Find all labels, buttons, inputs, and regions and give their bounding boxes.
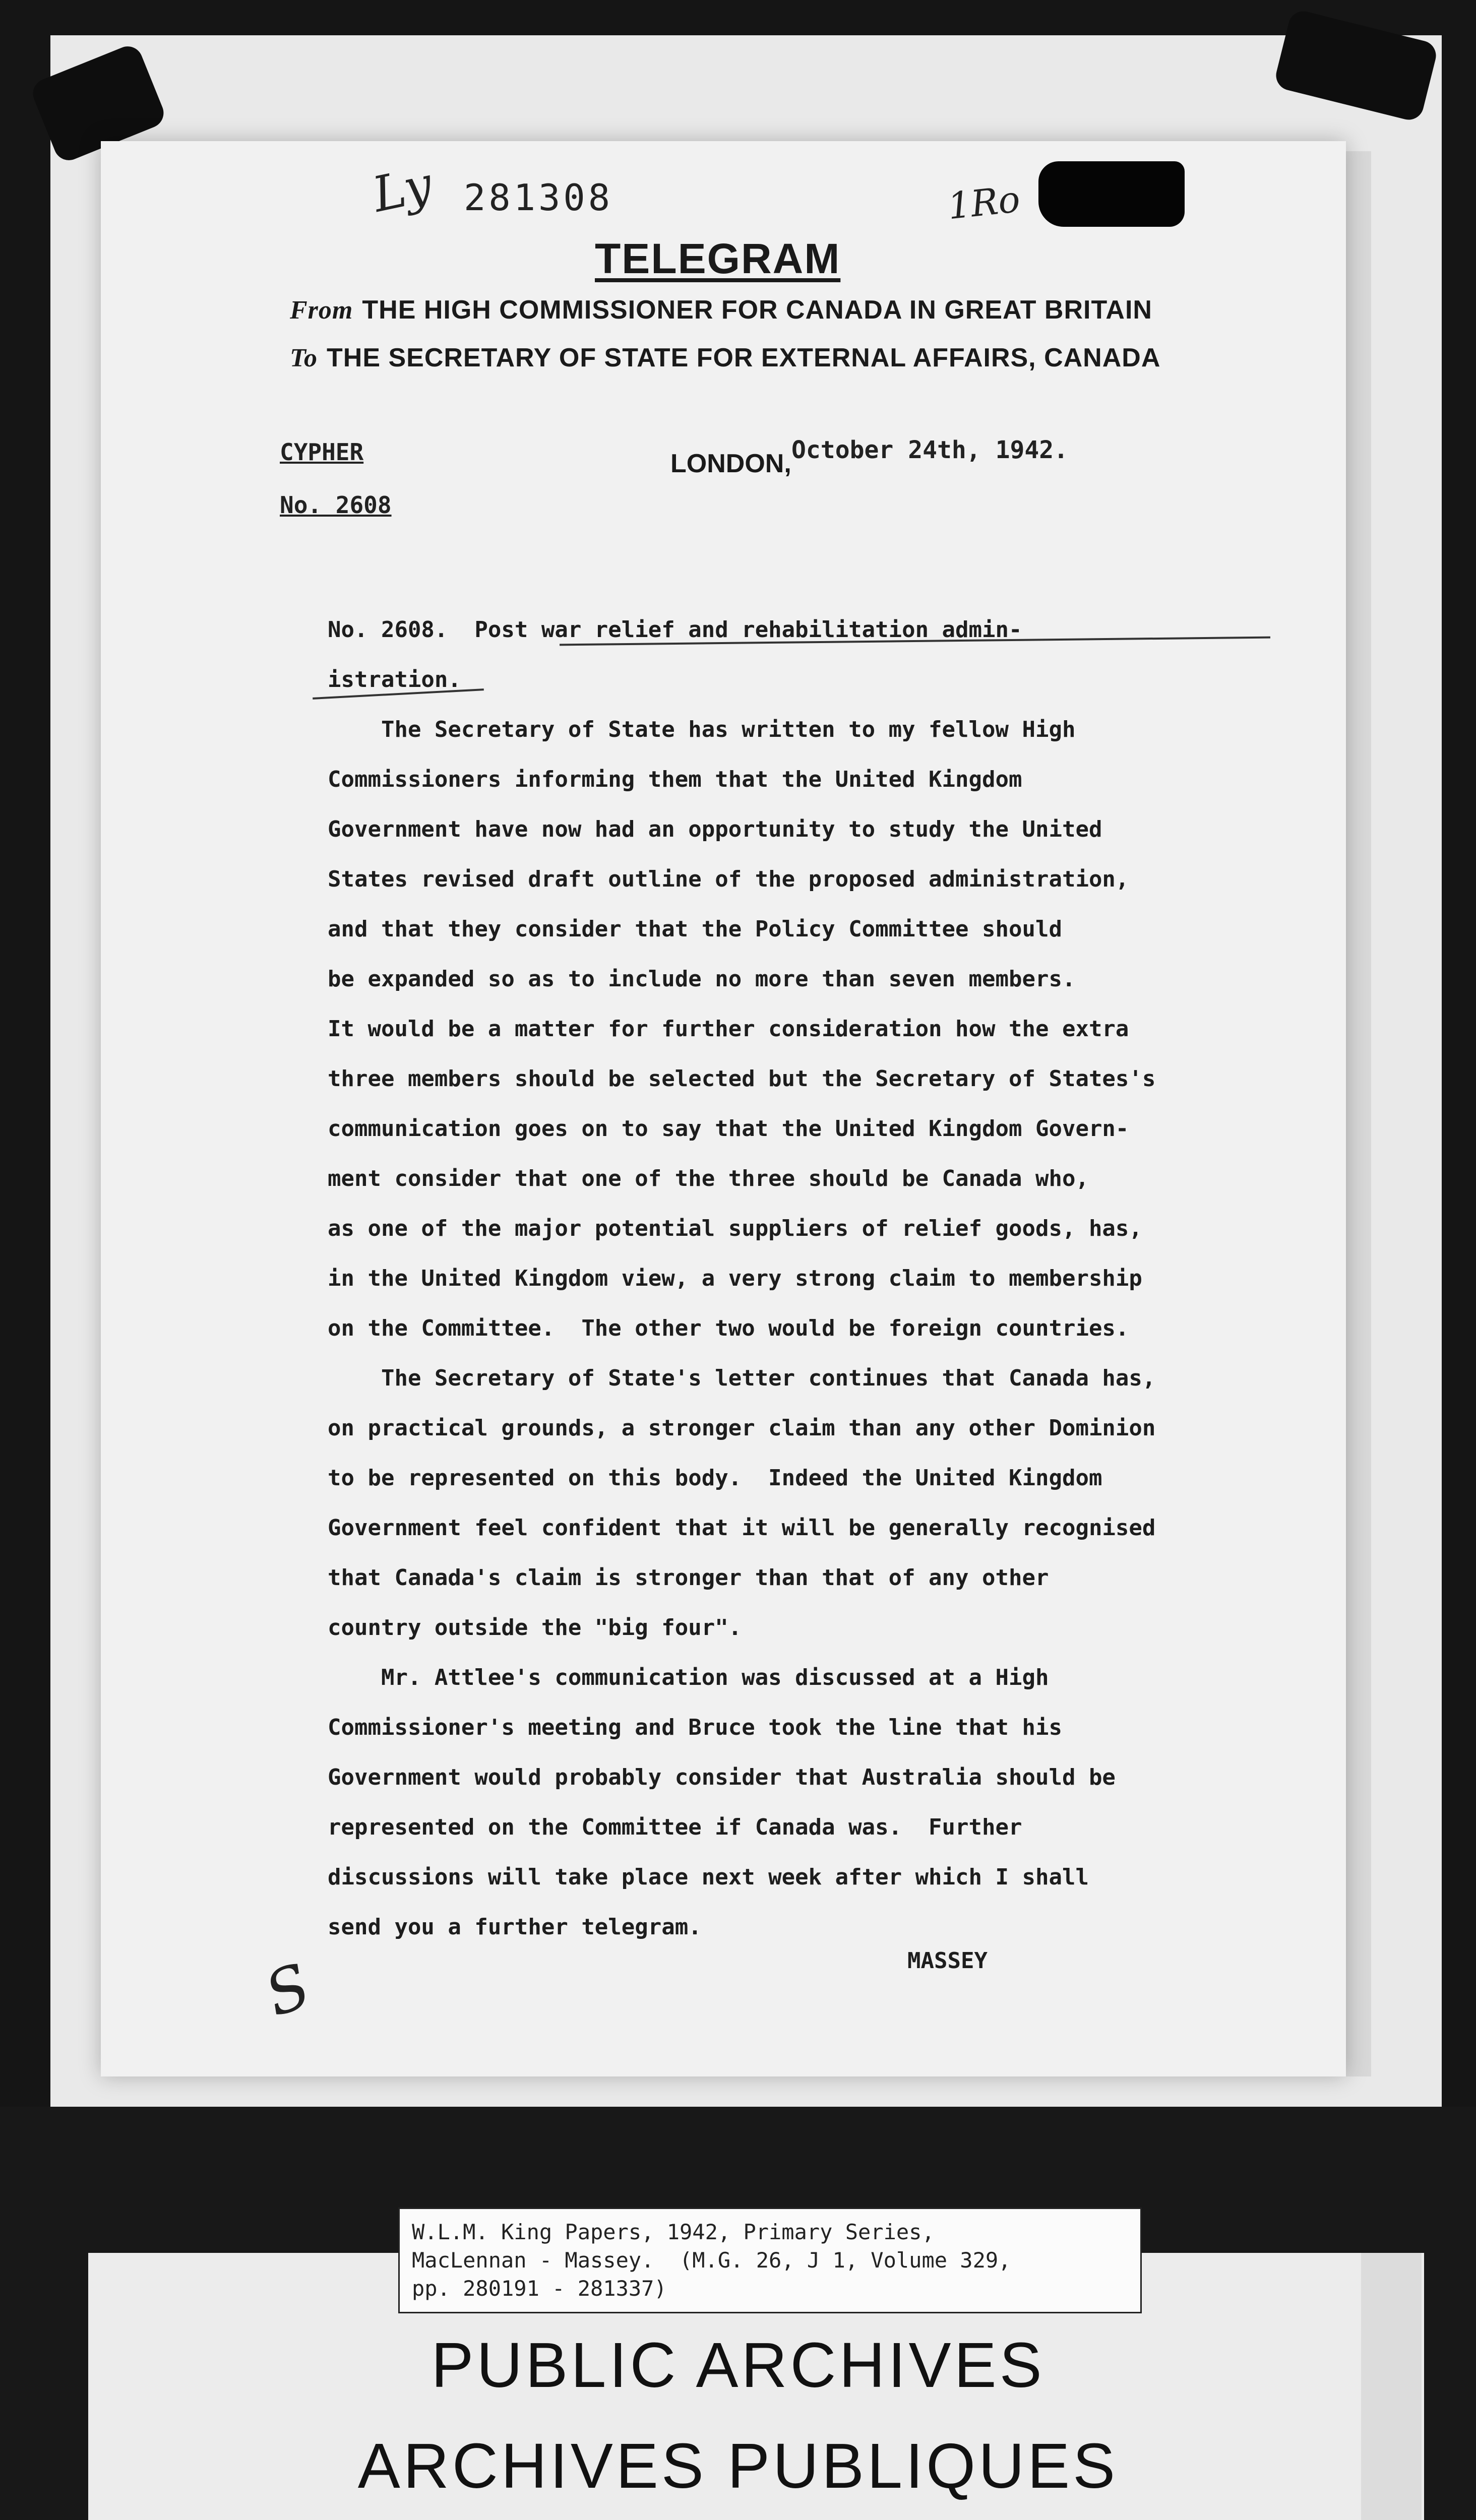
from-line	[290, 295, 1152, 325]
reference-line: pp. 280191 - 281337)	[412, 2276, 667, 2301]
body-line: represented on the Committee if Canada was. Further	[328, 1814, 1022, 1840]
body-line: The Secretary of State has written to my fellow High	[328, 717, 1076, 742]
body-line: Commissioner's meeting and Bruce took the line that his	[328, 1715, 1062, 1740]
body-line: as one of the major potential suppliers of relief goods, has,	[328, 1216, 1142, 1241]
telegram-body	[328, 605, 1285, 1952]
reference-line: W.L.M. King Papers, 1942, Primary Series,	[412, 2220, 935, 2244]
body-line: It would be a matter for further consideration how the extra	[328, 1016, 1129, 1042]
document-number: 281308	[464, 176, 613, 219]
reference-line: MacLennan - Massey. (M.G. 26, J 1, Volume 329,	[412, 2248, 1011, 2273]
body-line: ment consider that one of the three should be Canada who,	[328, 1166, 1089, 1191]
telegram-title: TELEGRAM	[595, 235, 841, 282]
body-line: send you a further telegram.	[328, 1914, 702, 1940]
body-line: Government have now had an opportunity to study the United	[328, 816, 1102, 842]
body-line: No. 2608. Post war relief and rehabilitation admin-	[328, 617, 1022, 643]
body-line: country outside the "big four".	[328, 1615, 742, 1641]
to-prefix: To	[290, 344, 318, 372]
body-line: on practical grounds, a stronger claim than any other Dominion	[328, 1415, 1156, 1441]
redaction-mark	[1038, 161, 1185, 227]
body-line: Government would probably consider that Australia should be	[328, 1765, 1116, 1790]
signature: MASSEY	[907, 1948, 988, 1974]
body-line: be expanded so as to include no more than seven members.	[328, 966, 1076, 992]
date-text: October 24th, 1942.	[791, 436, 1069, 464]
body-line: three members should be selected but the Secretary of States's	[328, 1066, 1156, 1092]
body-line: in the United Kingdom view, a very strong claim to membership	[328, 1266, 1142, 1291]
archives-english: PUBLIC ARCHIVES	[431, 2329, 1045, 2401]
body-line: communication goes on to say that the United Kingdom Govern-	[328, 1116, 1129, 1142]
reference-label	[398, 2208, 1142, 2313]
body-line: discussions will take place next week after which I shall	[328, 1864, 1089, 1890]
body-line: that Canada's claim is stronger than that of any other	[328, 1565, 1049, 1591]
handwritten-initials: Ly	[367, 156, 437, 223]
to-line	[290, 343, 1160, 373]
place-label: LONDON,	[670, 449, 791, 478]
handwritten-mark: S	[256, 1950, 320, 2031]
body-line: Commissioners informing them that the United Kingdom	[328, 767, 1022, 792]
body-line: Government feel confident that it will be generally recognised	[328, 1515, 1156, 1541]
body-line: istration.	[328, 667, 461, 692]
handwritten-reference: 1Ro	[946, 177, 1022, 228]
body-line: to be represented on this body. Indeed the United Kingdom	[328, 1465, 1102, 1491]
body-line: on the Committee. The other two would be foreign countries.	[328, 1315, 1129, 1341]
cypher-label: CYPHER	[280, 438, 364, 466]
to-text: THE SECRETARY OF STATE FOR EXTERNAL AFFAIRS, CANADA	[327, 343, 1161, 372]
from-text: THE HIGH COMMISSIONER FOR CANADA IN GREAT BRITAIN	[362, 295, 1152, 325]
body-line: States revised draft outline of the proposed administration,	[328, 866, 1129, 892]
archives-french: ARCHIVES PUBLIQUES	[357, 2430, 1119, 2501]
body-line: and that they consider that the Policy Committee should	[328, 916, 1062, 942]
telegram-number-label: No. 2608	[280, 491, 392, 519]
from-prefix: From	[290, 296, 353, 325]
body-line: The Secretary of State's letter continues that Canada has,	[328, 1365, 1156, 1391]
body-line: Mr. Attlee's communication was discussed at a High	[328, 1665, 1049, 1690]
